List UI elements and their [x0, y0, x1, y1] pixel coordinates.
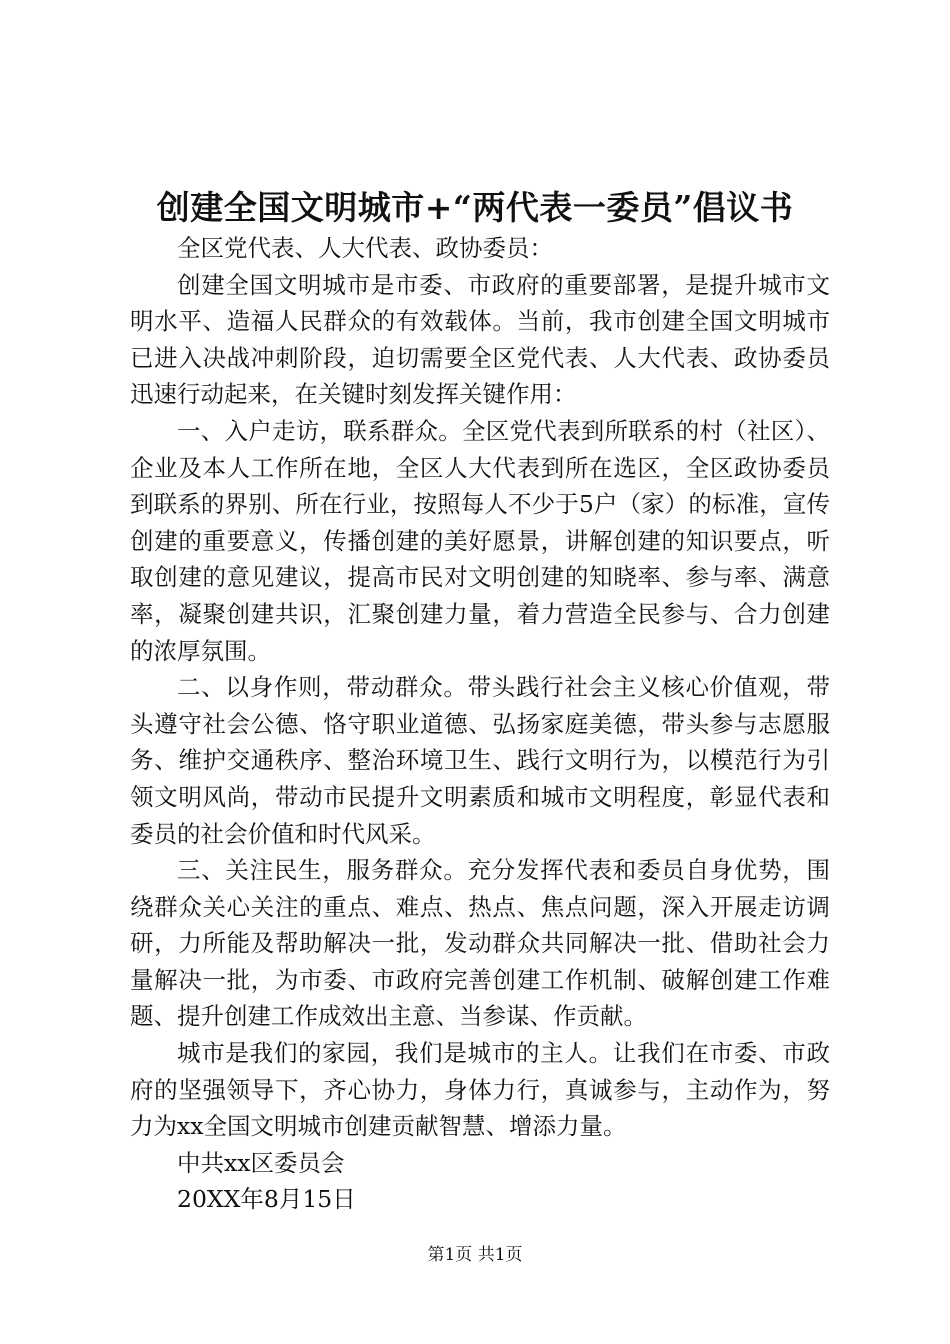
paragraph-item-3: 三、关注民生，服务群众。充分发挥代表和委员自身优势，围绕群众关心关注的重点、难点、热点、焦点问题，深入开展走访调研，力所能及帮助解决一批，发动群众共同解决一批、借助社会力量解决一批，为市委、市政府完善创建工作机制、破解创建工作难题、提升创建工作成效出主意、当参谋、作贡献。	[130, 856, 830, 1031]
paragraph-closing: 城市是我们的家园，我们是城市的主人。让我们在市委、市政府的坚强领导下，齐心协力，身体力行，真诚参与，主动作为，努力为xx全国文明城市创建贡献智慧、增添力量。	[130, 1039, 830, 1141]
paragraph-item-2: 二、以身作则，带动群众。带头践行社会主义核心价值观，带头遵守社会公德、恪守职业道德、弘扬家庭美德，带头参与志愿服务、维护交通秩序、整治环境卫生、践行文明行为，以模范行为引领文明风尚，带动市民提升文明素质和城市文明程度，彰显代表和委员的社会价值和时代风采。	[130, 673, 830, 848]
paragraph-intro: 创建全国文明城市是市委、市政府的重要部署，是提升城市文明水平、造福人民群众的有效载体。当前，我市创建全国文明城市已进入决战冲刺阶段，迫切需要全区党代表、人大代表、政协委员迅速行动起来，在关键时刻发挥关键作用：	[130, 270, 830, 409]
salutation: 全区党代表、人大代表、政协委员：	[177, 234, 553, 262]
paragraph-item-1: 一、入户走访，联系群众。全区党代表到所联系的村（社区）、企业及本人工作所在地，全区人大代表到所在选区，全区政协委员到联系的界别、所在行业，按照每人不少于5户（家）的标准，宣传创建的重要意义，传播创建的美好愿景，讲解创建的知识要点，听取创建的意见建议，提高市民对文明创建的知晓率、参与率、满意率，凝聚创建共识，汇聚创建力量，着力营造全民参与、合力创建的浓厚氛围。	[130, 416, 830, 665]
page-number-footer: 第1页 共1页	[427, 1245, 523, 1265]
document-title: 创建全国文明城市+“两代表一委员”倡议书	[156, 188, 794, 227]
signature: 中共xx区委员会	[177, 1148, 345, 1177]
date: 20XX年8月15日	[177, 1185, 356, 1214]
document-body	[130, 230, 830, 1218]
